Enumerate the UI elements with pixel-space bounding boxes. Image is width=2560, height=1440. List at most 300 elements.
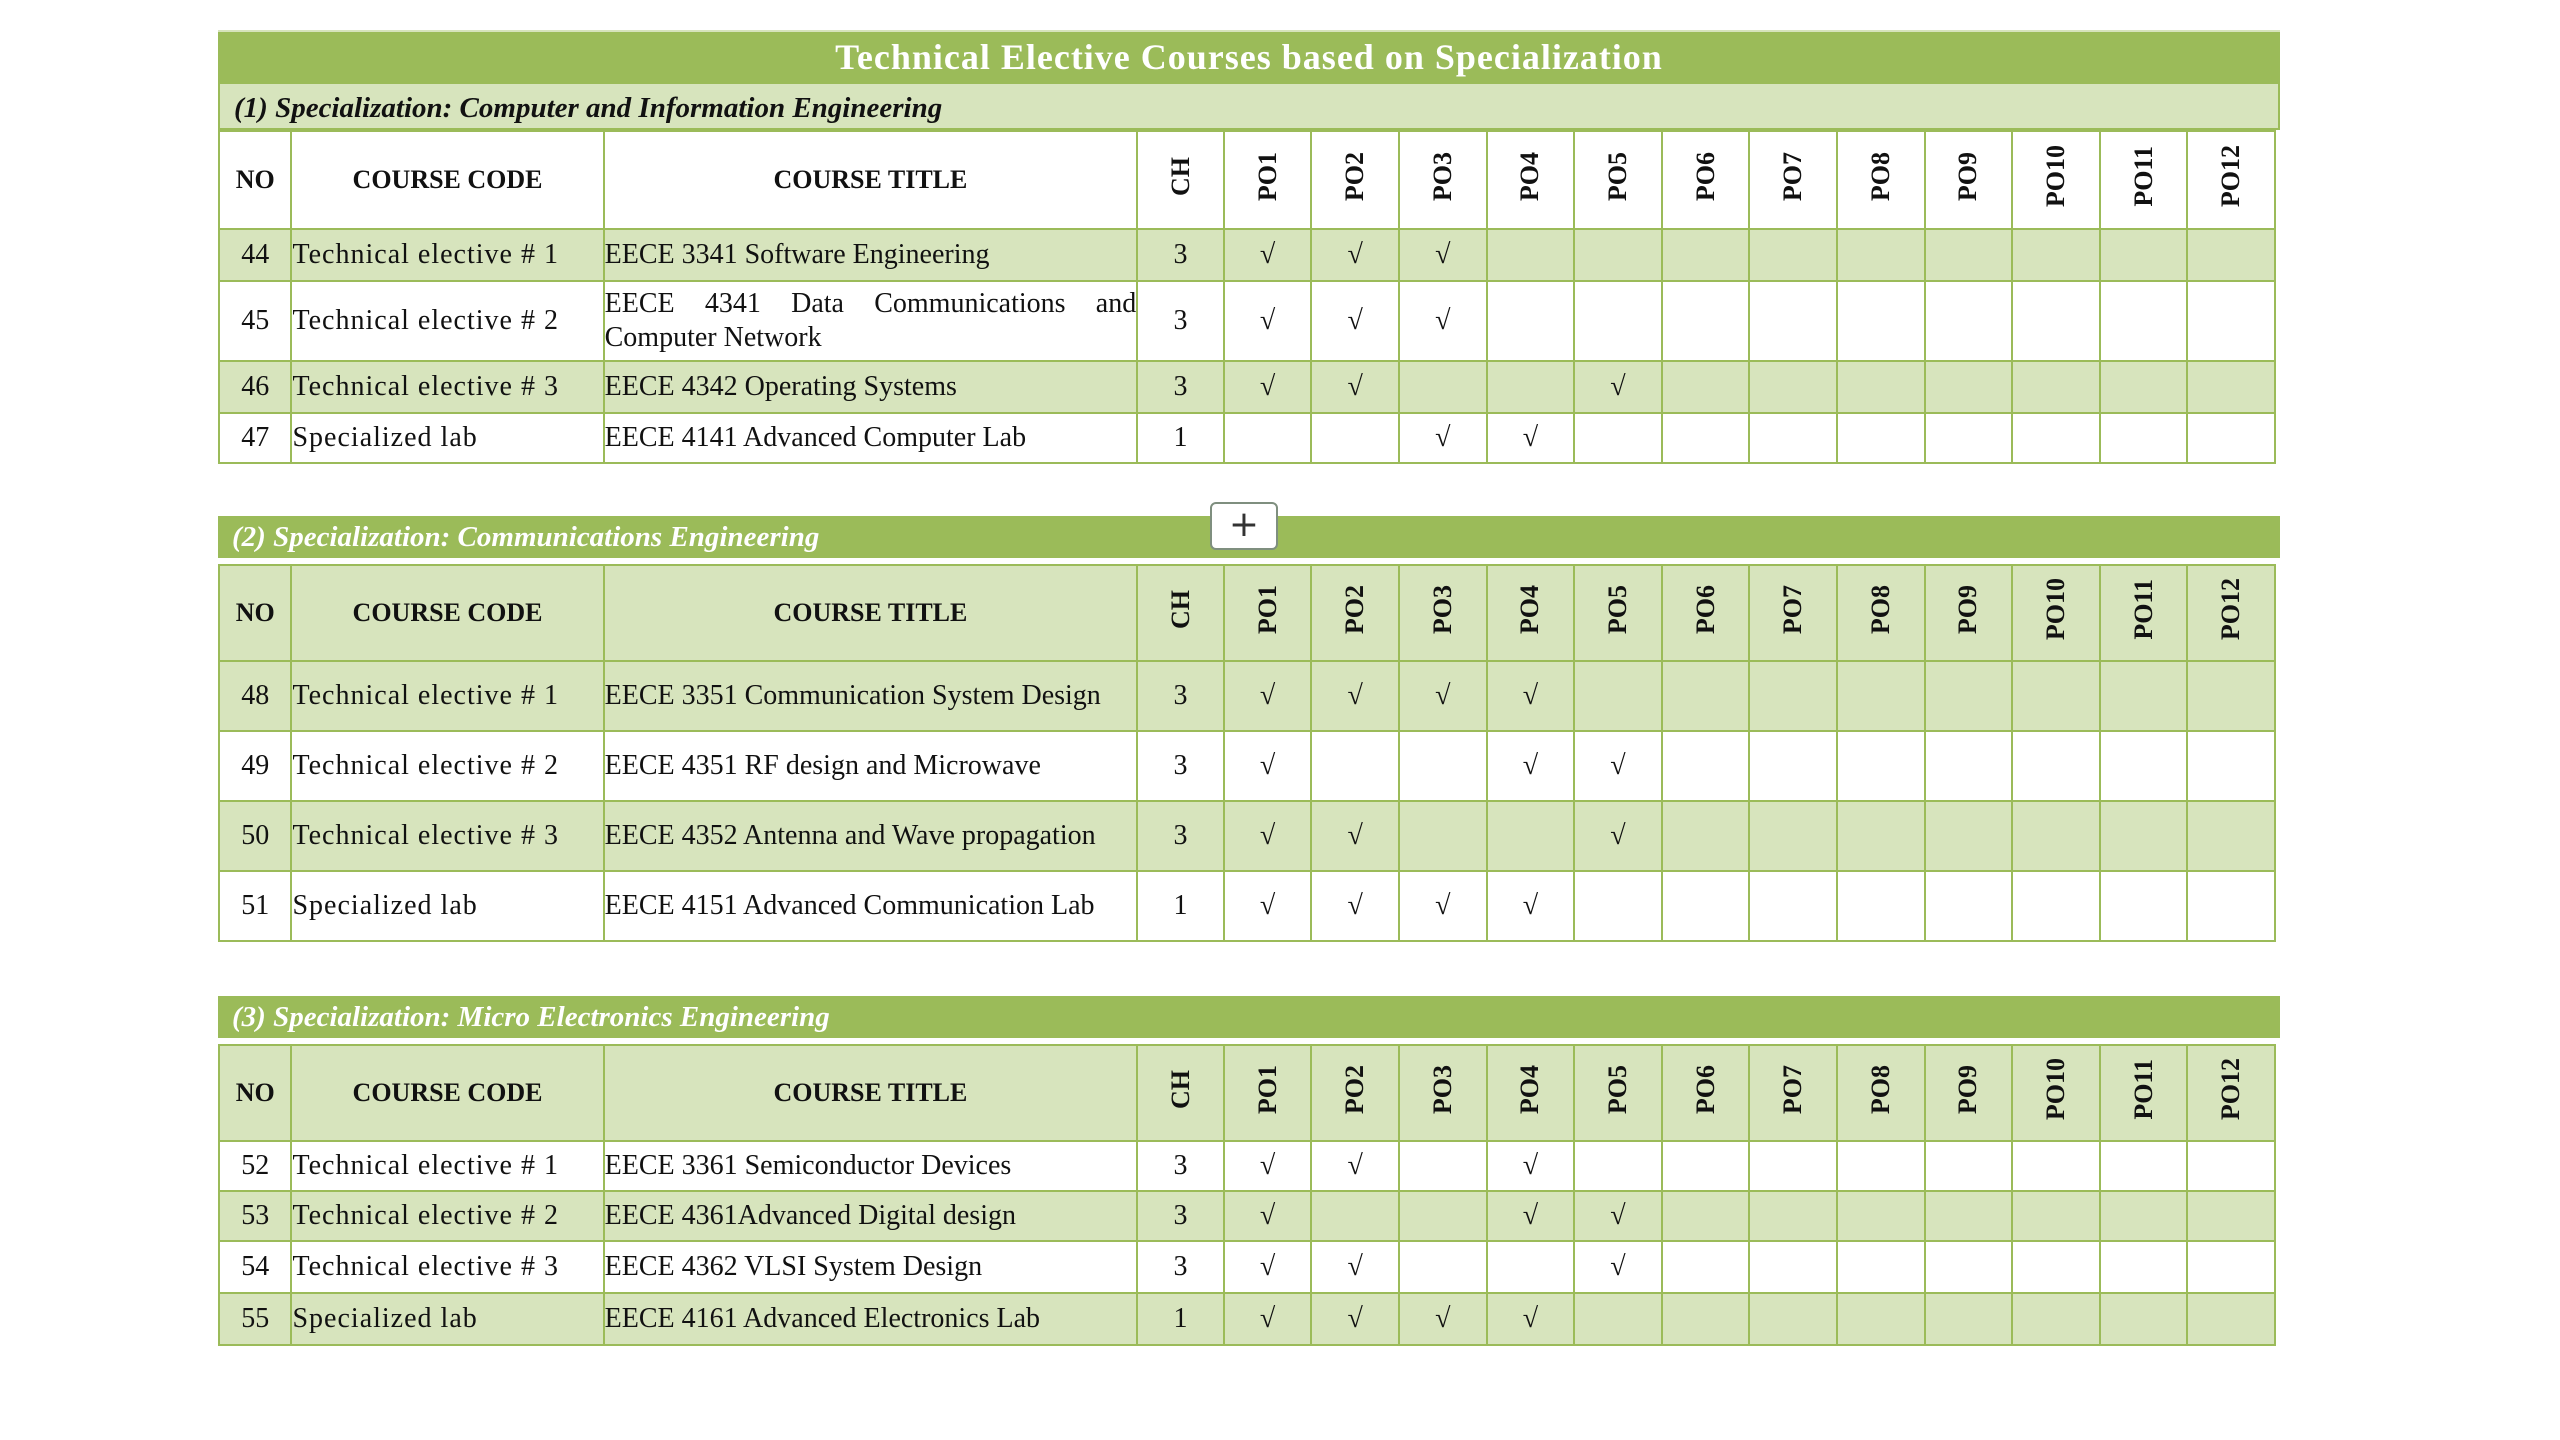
- po-empty-cell: [2187, 801, 2275, 871]
- header-po7: [1749, 565, 1837, 661]
- credit-hours: 3: [1137, 661, 1224, 731]
- po-empty-cell: [1749, 1293, 1837, 1345]
- po-empty-cell: [1837, 1191, 1925, 1241]
- header-po6: [1662, 1045, 1750, 1141]
- header-po5: [1574, 565, 1662, 661]
- table-row: [219, 661, 2275, 731]
- header-po7: [1749, 131, 1837, 229]
- row-number: 46: [219, 361, 291, 413]
- header-po9-label: PO9: [1953, 584, 1983, 635]
- po-check-mark: √: [1311, 801, 1399, 871]
- po-empty-cell: [1837, 731, 1925, 801]
- po-empty-cell: [1925, 661, 2013, 731]
- po-empty-cell: [1837, 229, 1925, 281]
- po-empty-cell: [1925, 229, 2013, 281]
- po-empty-cell: [1837, 1293, 1925, 1345]
- po-empty-cell: [1749, 871, 1837, 941]
- po-check-mark: √: [1224, 281, 1312, 361]
- po-empty-cell: [1662, 361, 1750, 413]
- table-row: [219, 229, 2275, 281]
- course-title: EECE 4161 Advanced Electronics Lab: [604, 1293, 1138, 1345]
- course-code: Technical elective # 2: [291, 1191, 603, 1241]
- section-3-table: [218, 1044, 2276, 1346]
- header-po11-label: PO11: [2128, 579, 2158, 640]
- po-empty-cell: [1925, 281, 2013, 361]
- row-number: 51: [219, 871, 291, 941]
- po-empty-cell: [2100, 661, 2188, 731]
- po-check-mark: √: [1311, 1141, 1399, 1191]
- header-po1: [1224, 131, 1312, 229]
- course-title: EECE 3361 Semiconductor Devices: [604, 1141, 1138, 1191]
- po-empty-cell: [1662, 1191, 1750, 1241]
- table-row: [219, 871, 2275, 941]
- header-po12-label: PO12: [2216, 1058, 2246, 1121]
- po-empty-cell: [2012, 281, 2100, 361]
- header-no: NO: [219, 131, 291, 229]
- credit-hours: 1: [1137, 413, 1224, 463]
- po-empty-cell: [2100, 801, 2188, 871]
- po-check-mark: √: [1574, 731, 1662, 801]
- po-empty-cell: [1662, 731, 1750, 801]
- po-empty-cell: [2012, 871, 2100, 941]
- credit-hours: 3: [1137, 801, 1224, 871]
- po-empty-cell: [1399, 1191, 1487, 1241]
- po-empty-cell: [1399, 801, 1487, 871]
- po-check-mark: √: [1487, 1191, 1575, 1241]
- po-empty-cell: [1925, 871, 2013, 941]
- header-po10: [2012, 131, 2100, 229]
- po-empty-cell: [2187, 1141, 2275, 1191]
- header-row: [219, 565, 2275, 661]
- po-empty-cell: [1749, 281, 1837, 361]
- po-check-mark: √: [1311, 1241, 1399, 1293]
- header-course-title: COURSE TITLE: [604, 1045, 1138, 1141]
- course-title: EECE 3351 Communication System Design: [604, 661, 1138, 731]
- header-course-code: COURSE CODE: [291, 565, 603, 661]
- credit-hours: 3: [1137, 731, 1224, 801]
- header-po5-label: PO5: [1602, 151, 1632, 202]
- header-po4-label: PO4: [1515, 584, 1545, 635]
- po-empty-cell: [1749, 1191, 1837, 1241]
- po-check-mark: √: [1399, 661, 1487, 731]
- header-po9-label: PO9: [1953, 1064, 1983, 1115]
- course-code: Technical elective # 2: [291, 281, 603, 361]
- course-code: Specialized lab: [291, 413, 603, 463]
- po-check-mark: √: [1224, 361, 1312, 413]
- main-title: Technical Elective Courses based on Specialization: [218, 30, 2280, 82]
- po-check-mark: √: [1224, 801, 1312, 871]
- po-empty-cell: [1925, 731, 2013, 801]
- po-empty-cell: [2100, 281, 2188, 361]
- po-empty-cell: [2187, 1293, 2275, 1345]
- po-empty-cell: [1574, 413, 1662, 463]
- course-title: EECE 4361Advanced Digital design: [604, 1191, 1138, 1241]
- po-check-mark: √: [1224, 871, 1312, 941]
- po-check-mark: √: [1311, 281, 1399, 361]
- po-check-mark: √: [1399, 1293, 1487, 1345]
- course-title: EECE 4341 Data Communications and Computer Network: [604, 281, 1138, 361]
- po-empty-cell: [2012, 361, 2100, 413]
- po-empty-cell: [1925, 413, 2013, 463]
- header-po12: [2187, 131, 2275, 229]
- po-empty-cell: [1662, 281, 1750, 361]
- po-check-mark: √: [1574, 1241, 1662, 1293]
- header-row: [219, 131, 2275, 229]
- po-empty-cell: [1487, 801, 1575, 871]
- po-empty-cell: [1662, 1293, 1750, 1345]
- po-empty-cell: [1399, 1141, 1487, 1191]
- header-po4: [1487, 565, 1575, 661]
- po-check-mark: √: [1399, 871, 1487, 941]
- header-ch: [1137, 565, 1224, 661]
- header-po4-label: PO4: [1515, 1064, 1545, 1115]
- header-po11-label: PO11: [2128, 146, 2158, 207]
- course-title: EECE 4141 Advanced Computer Lab: [604, 413, 1138, 463]
- po-empty-cell: [2012, 413, 2100, 463]
- header-po11-label: PO11: [2128, 1059, 2158, 1120]
- row-number: 49: [219, 731, 291, 801]
- header-po8: [1837, 1045, 1925, 1141]
- po-check-mark: √: [1487, 871, 1575, 941]
- po-empty-cell: [1837, 661, 1925, 731]
- po-empty-cell: [1574, 661, 1662, 731]
- po-empty-cell: [1662, 1141, 1750, 1191]
- row-number: 50: [219, 801, 291, 871]
- course-code: Technical elective # 1: [291, 229, 603, 281]
- po-check-mark: √: [1311, 361, 1399, 413]
- header-po2: [1311, 1045, 1399, 1141]
- po-check-mark: √: [1487, 731, 1575, 801]
- course-title: EECE 4352 Antenna and Wave propagation: [604, 801, 1138, 871]
- course-code: Technical elective # 3: [291, 801, 603, 871]
- po-empty-cell: [1311, 731, 1399, 801]
- course-code: Specialized lab: [291, 871, 603, 941]
- header-po6: [1662, 131, 1750, 229]
- header-ch: [1137, 1045, 1224, 1141]
- po-empty-cell: [1837, 1141, 1925, 1191]
- header-po11: [2100, 1045, 2188, 1141]
- table-row: [219, 281, 2275, 361]
- po-check-mark: √: [1311, 661, 1399, 731]
- course-title: EECE 3341 Software Engineering: [604, 229, 1138, 281]
- header-po1: [1224, 565, 1312, 661]
- row-number: 44: [219, 229, 291, 281]
- po-check-mark: √: [1487, 1141, 1575, 1191]
- po-empty-cell: [1662, 871, 1750, 941]
- header-po1-label: PO1: [1252, 584, 1282, 635]
- po-empty-cell: [1487, 229, 1575, 281]
- po-empty-cell: [1662, 229, 1750, 281]
- po-empty-cell: [1749, 413, 1837, 463]
- header-po8: [1837, 565, 1925, 661]
- course-code: Technical elective # 3: [291, 361, 603, 413]
- header-course-code: COURSE CODE: [291, 1045, 603, 1141]
- header-row: [219, 1045, 2275, 1141]
- po-check-mark: √: [1311, 871, 1399, 941]
- po-empty-cell: [1837, 361, 1925, 413]
- po-empty-cell: [2187, 413, 2275, 463]
- header-po5-label: PO5: [1602, 1064, 1632, 1115]
- po-check-mark: √: [1399, 229, 1487, 281]
- po-empty-cell: [1224, 413, 1312, 463]
- header-po2: [1311, 131, 1399, 229]
- credit-hours: 3: [1137, 1141, 1224, 1191]
- header-ch-label: CH: [1165, 157, 1195, 196]
- po-empty-cell: [2100, 1191, 2188, 1241]
- po-empty-cell: [2100, 731, 2188, 801]
- header-ch-label: CH: [1165, 1070, 1195, 1109]
- header-po7: [1749, 1045, 1837, 1141]
- po-check-mark: √: [1487, 661, 1575, 731]
- po-empty-cell: [1749, 1141, 1837, 1191]
- header-po6: [1662, 565, 1750, 661]
- po-empty-cell: [1925, 1241, 2013, 1293]
- header-po2-label: PO2: [1340, 584, 1370, 635]
- header-po12-label: PO12: [2216, 578, 2246, 641]
- po-check-mark: √: [1399, 413, 1487, 463]
- po-empty-cell: [2187, 871, 2275, 941]
- po-empty-cell: [2187, 361, 2275, 413]
- header-po3: [1399, 131, 1487, 229]
- header-po7-label: PO7: [1778, 1064, 1808, 1115]
- header-course-title: COURSE TITLE: [604, 131, 1138, 229]
- header-po10-label: PO10: [2040, 145, 2070, 208]
- table-row: [219, 1191, 2275, 1241]
- po-empty-cell: [1399, 731, 1487, 801]
- header-po9: [1925, 1045, 2013, 1141]
- table-row: [219, 1241, 2275, 1293]
- course-code: Technical elective # 2: [291, 731, 603, 801]
- section-3-label: (3) Specialization: Micro Electronics Engineering: [218, 996, 2280, 1044]
- po-empty-cell: [1487, 1241, 1575, 1293]
- po-empty-cell: [1925, 801, 2013, 871]
- po-check-mark: √: [1224, 1191, 1312, 1241]
- header-po12: [2187, 565, 2275, 661]
- po-empty-cell: [1487, 361, 1575, 413]
- po-empty-cell: [1487, 281, 1575, 361]
- header-po6-label: PO6: [1690, 584, 1720, 635]
- header-po3-label: PO3: [1427, 151, 1457, 202]
- po-check-mark: √: [1311, 1293, 1399, 1345]
- po-empty-cell: [1574, 229, 1662, 281]
- po-check-mark: √: [1224, 731, 1312, 801]
- course-code: Technical elective # 3: [291, 1241, 603, 1293]
- po-empty-cell: [1662, 801, 1750, 871]
- header-po3: [1399, 565, 1487, 661]
- header-po2: [1311, 565, 1399, 661]
- credit-hours: 1: [1137, 871, 1224, 941]
- row-number: 53: [219, 1191, 291, 1241]
- course-title: EECE 4362 VLSI System Design: [604, 1241, 1138, 1293]
- row-number: 45: [219, 281, 291, 361]
- po-empty-cell: [2012, 661, 2100, 731]
- table-row: [219, 1141, 2275, 1191]
- header-po10: [2012, 565, 2100, 661]
- header-po9: [1925, 565, 2013, 661]
- po-check-mark: √: [1311, 229, 1399, 281]
- header-po2-label: PO2: [1340, 151, 1370, 202]
- po-empty-cell: [2012, 1141, 2100, 1191]
- po-empty-cell: [2187, 1191, 2275, 1241]
- table-row: [219, 361, 2275, 413]
- po-empty-cell: [1662, 413, 1750, 463]
- table-row: [219, 801, 2275, 871]
- po-check-mark: √: [1487, 413, 1575, 463]
- header-po3: [1399, 1045, 1487, 1141]
- section-1-label: (1) Specialization: Computer and Information Engineering: [218, 82, 2280, 130]
- header-po9: [1925, 131, 2013, 229]
- po-empty-cell: [2187, 1241, 2275, 1293]
- section-2-table: [218, 564, 2276, 942]
- course-code: Technical elective # 1: [291, 1141, 603, 1191]
- po-empty-cell: [2187, 229, 2275, 281]
- po-empty-cell: [2012, 801, 2100, 871]
- add-row-button[interactable]: +: [1210, 502, 1278, 550]
- header-po8-label: PO8: [1865, 151, 1895, 202]
- po-empty-cell: [1749, 731, 1837, 801]
- po-check-mark: √: [1224, 229, 1312, 281]
- po-empty-cell: [2187, 281, 2275, 361]
- po-empty-cell: [1749, 361, 1837, 413]
- credit-hours: 3: [1137, 1191, 1224, 1241]
- document: [218, 30, 2280, 1346]
- row-number: 47: [219, 413, 291, 463]
- po-check-mark: √: [1574, 801, 1662, 871]
- credit-hours: 1: [1137, 1293, 1224, 1345]
- po-empty-cell: [1399, 361, 1487, 413]
- header-po11: [2100, 565, 2188, 661]
- header-po7-label: PO7: [1778, 584, 1808, 635]
- header-po8-label: PO8: [1865, 1064, 1895, 1115]
- header-po5-label: PO5: [1602, 584, 1632, 635]
- po-empty-cell: [1574, 1293, 1662, 1345]
- po-empty-cell: [2100, 413, 2188, 463]
- row-number: 55: [219, 1293, 291, 1345]
- course-code: Technical elective # 1: [291, 661, 603, 731]
- po-empty-cell: [2012, 731, 2100, 801]
- header-po3-label: PO3: [1427, 584, 1457, 635]
- po-empty-cell: [2187, 661, 2275, 731]
- row-number: 54: [219, 1241, 291, 1293]
- header-po10-label: PO10: [2040, 1058, 2070, 1121]
- header-po1-label: PO1: [1252, 151, 1282, 202]
- po-empty-cell: [1574, 871, 1662, 941]
- po-empty-cell: [2012, 229, 2100, 281]
- header-po12: [2187, 1045, 2275, 1141]
- header-po5: [1574, 131, 1662, 229]
- po-empty-cell: [1311, 1191, 1399, 1241]
- course-code: Specialized lab: [291, 1293, 603, 1345]
- header-po2-label: PO2: [1340, 1064, 1370, 1115]
- credit-hours: 3: [1137, 361, 1224, 413]
- header-po9-label: PO9: [1953, 151, 1983, 202]
- section-1-table: [218, 130, 2276, 464]
- header-course-code: COURSE CODE: [291, 131, 603, 229]
- po-empty-cell: [1837, 871, 1925, 941]
- header-po4-label: PO4: [1515, 151, 1545, 202]
- header-po4: [1487, 131, 1575, 229]
- po-empty-cell: [2100, 1293, 2188, 1345]
- course-title: EECE 4342 Operating Systems: [604, 361, 1138, 413]
- header-po8: [1837, 131, 1925, 229]
- po-empty-cell: [1749, 801, 1837, 871]
- po-empty-cell: [1749, 661, 1837, 731]
- row-number: 48: [219, 661, 291, 731]
- table-row: [219, 1293, 2275, 1345]
- po-check-mark: √: [1487, 1293, 1575, 1345]
- header-po4: [1487, 1045, 1575, 1141]
- po-empty-cell: [2012, 1191, 2100, 1241]
- header-ch: [1137, 131, 1224, 229]
- table-row: [219, 413, 2275, 463]
- header-po11: [2100, 131, 2188, 229]
- course-title: EECE 4151 Advanced Communication Lab: [604, 871, 1138, 941]
- course-title: EECE 4351 RF design and Microwave: [604, 731, 1138, 801]
- po-empty-cell: [1837, 1241, 1925, 1293]
- table-row: [219, 731, 2275, 801]
- header-course-title: COURSE TITLE: [604, 565, 1138, 661]
- po-empty-cell: [2187, 731, 2275, 801]
- header-po8-label: PO8: [1865, 584, 1895, 635]
- po-check-mark: √: [1224, 1141, 1312, 1191]
- header-po1: [1224, 1045, 1312, 1141]
- po-empty-cell: [1925, 1141, 2013, 1191]
- po-empty-cell: [2100, 1141, 2188, 1191]
- header-po7-label: PO7: [1778, 151, 1808, 202]
- po-empty-cell: [2012, 1241, 2100, 1293]
- po-empty-cell: [1662, 1241, 1750, 1293]
- po-check-mark: √: [1574, 1191, 1662, 1241]
- header-po10: [2012, 1045, 2100, 1141]
- credit-hours: 3: [1137, 229, 1224, 281]
- header-po6-label: PO6: [1690, 151, 1720, 202]
- po-empty-cell: [1837, 281, 1925, 361]
- po-empty-cell: [2100, 361, 2188, 413]
- row-number: 52: [219, 1141, 291, 1191]
- po-empty-cell: [1837, 413, 1925, 463]
- po-empty-cell: [1574, 281, 1662, 361]
- po-empty-cell: [1925, 1293, 2013, 1345]
- header-po1-label: PO1: [1252, 1064, 1282, 1115]
- header-no: NO: [219, 565, 291, 661]
- po-empty-cell: [2100, 229, 2188, 281]
- po-empty-cell: [2012, 1293, 2100, 1345]
- po-empty-cell: [2100, 1241, 2188, 1293]
- po-empty-cell: [1749, 229, 1837, 281]
- credit-hours: 3: [1137, 1241, 1224, 1293]
- po-check-mark: √: [1224, 661, 1312, 731]
- po-check-mark: √: [1399, 281, 1487, 361]
- po-empty-cell: [1925, 1191, 2013, 1241]
- po-empty-cell: [2100, 871, 2188, 941]
- po-empty-cell: [1749, 1241, 1837, 1293]
- po-check-mark: √: [1574, 361, 1662, 413]
- po-empty-cell: [1574, 1141, 1662, 1191]
- po-empty-cell: [1925, 361, 2013, 413]
- po-empty-cell: [1399, 1241, 1487, 1293]
- po-empty-cell: [1837, 801, 1925, 871]
- header-po5: [1574, 1045, 1662, 1141]
- header-ch-label: CH: [1165, 590, 1195, 629]
- header-po3-label: PO3: [1427, 1064, 1457, 1115]
- header-po6-label: PO6: [1690, 1064, 1720, 1115]
- po-check-mark: √: [1224, 1241, 1312, 1293]
- header-po10-label: PO10: [2040, 578, 2070, 641]
- po-check-mark: √: [1224, 1293, 1312, 1345]
- credit-hours: 3: [1137, 281, 1224, 361]
- header-no: NO: [219, 1045, 291, 1141]
- po-empty-cell: [1311, 413, 1399, 463]
